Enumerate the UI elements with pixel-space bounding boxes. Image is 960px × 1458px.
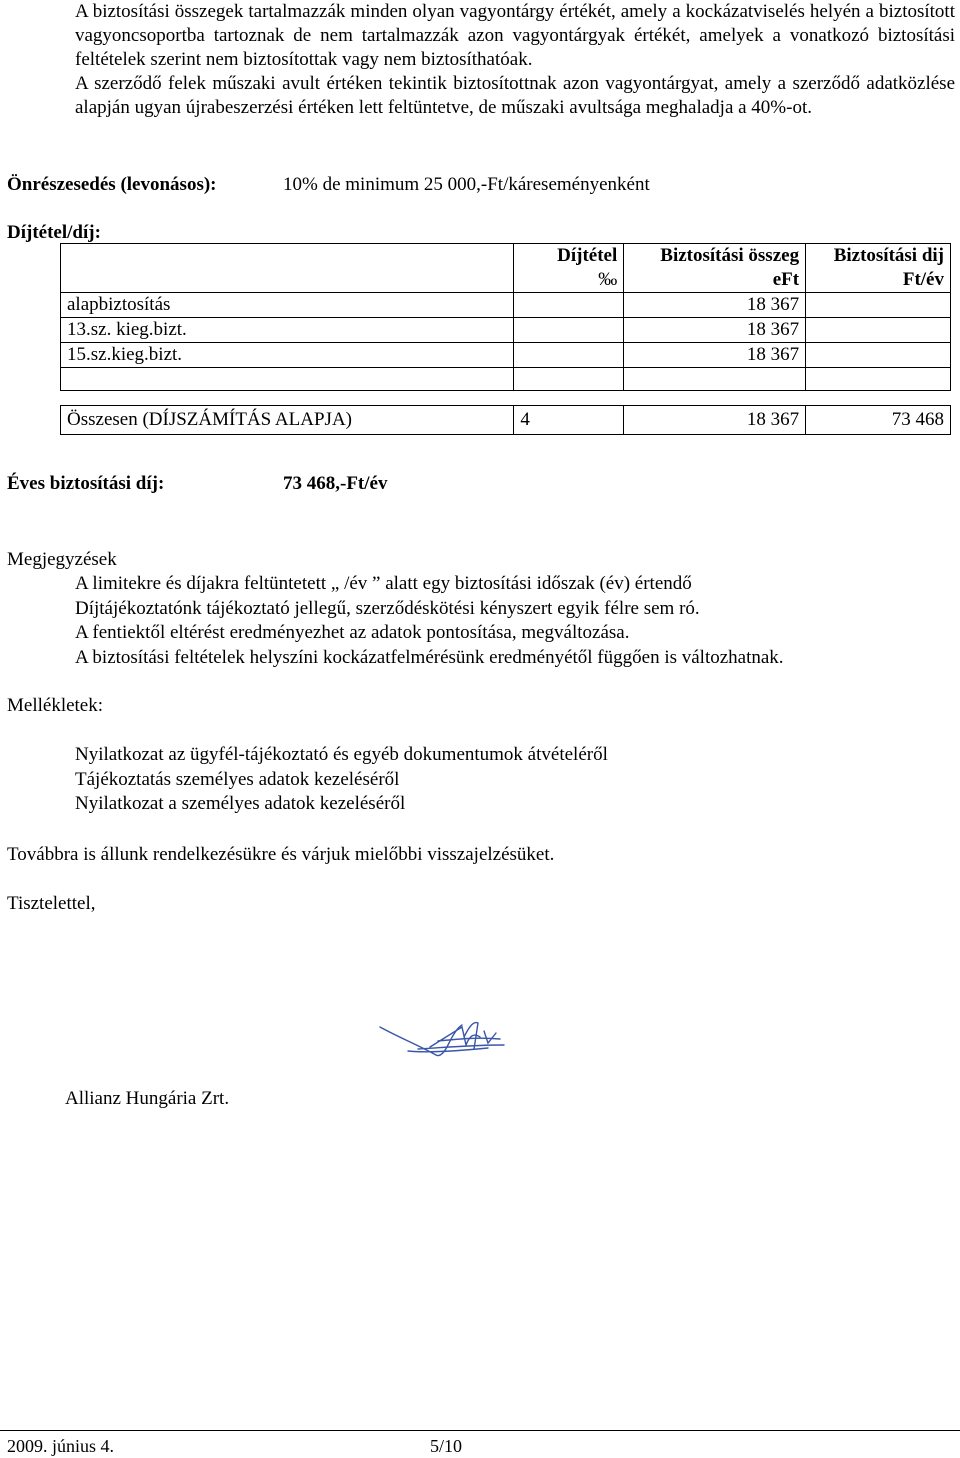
footer-date: 2009. június 4. xyxy=(7,1436,115,1456)
row-premium xyxy=(806,343,951,368)
row-rate xyxy=(514,318,624,343)
greeting: Tisztelettel, xyxy=(7,893,96,914)
company-name: Allianz Hungária Zrt. xyxy=(65,1088,230,1109)
footer-page-number: 5/10 xyxy=(430,1436,463,1456)
total-premium: 73 468 xyxy=(806,406,951,435)
header-premium: Biztosítási dij Ft/év xyxy=(806,244,951,293)
premium-table xyxy=(60,243,951,435)
row-rate xyxy=(514,293,624,318)
table-header-row xyxy=(61,244,951,293)
row-premium xyxy=(806,293,951,318)
row-sum: 18 367 xyxy=(624,343,806,368)
closing-sentence: Továbbra is állunk rendelkezésükre és várjuk mielőbbi visszajelzésüket. xyxy=(7,844,555,865)
row-name: 13.sz. kieg.bizt. xyxy=(61,318,514,343)
annual-premium-label: Éves biztosítási díj: xyxy=(7,473,165,494)
notes-title: Megjegyzések xyxy=(7,549,117,570)
list-item: A limitekre és díjakra feltüntetett „ /év ” alatt egy biztosítási időszak (év) értendő xyxy=(75,573,692,594)
row-rate xyxy=(514,343,624,368)
list-item: Nyilatkozat az ügyfél-tájékoztató és egyéb dokumentumok átvételéről xyxy=(75,744,608,765)
rate-section-label: Díjtétel/díj: xyxy=(7,222,101,243)
row-name: 15.sz.kieg.bizt. xyxy=(61,343,514,368)
table-total-row xyxy=(61,406,951,435)
list-item: Tájékoztatás személyes adatok kezeléséről xyxy=(75,768,400,790)
row-premium xyxy=(806,318,951,343)
deductible-value: 10% de minimum 25 000,-Ft/káreseményenként xyxy=(283,174,650,195)
table-row xyxy=(61,343,951,368)
annual-premium-value: 73 468,-Ft/év xyxy=(283,473,388,494)
row-name: alapbiztosítás xyxy=(61,293,514,318)
total-name: Összesen (DÍJSZÁMÍTÁS ALAPJA) xyxy=(61,406,514,435)
row-sum: 18 367 xyxy=(624,318,806,343)
header-rate: Díjtétel ‰ xyxy=(514,244,624,293)
list-item: Díjtájékoztatónk tájékoztató jellegű, szerződéskötési kényszert egyik félre sem ró. xyxy=(75,597,700,619)
table-row xyxy=(61,293,951,318)
list-item: Nyilatkozat a személyes adatok kezeléséről xyxy=(75,793,406,814)
intro-section xyxy=(75,0,955,120)
footer-divider xyxy=(0,1430,960,1431)
header-empty-cell xyxy=(61,244,514,293)
notes-list xyxy=(75,572,784,670)
table-row xyxy=(61,318,951,343)
signature-image xyxy=(378,1015,508,1063)
row-sum: 18 367 xyxy=(624,293,806,318)
attachments-list xyxy=(75,743,608,817)
total-sum: 18 367 xyxy=(624,406,806,435)
table-empty-row xyxy=(61,368,951,391)
attachments-title: Mellékletek: xyxy=(7,695,104,716)
list-item: A fentiektől eltérést eredményezhet az adatok pontosítása, megváltozása. xyxy=(75,622,630,643)
intro-paragraph-coverage: A biztosítási összegek tartalmazzák minden olyan vagyontárgy értékét, amely a kockázatviselés helyén a biztosított vagyoncsoportba tartoznak de nem tartalmazzák azon vagyontárgyak értékét, amelyek a vonatkozó biztosítási feltételek szerint nem biztosítottak vagy nem biztosíthatóak. xyxy=(75,1,955,70)
intro-paragraph-depreciation: A szerződő felek műszaki avult értéken tekintik biztosítottnak azon vagyontárgyat, amely a szerződő adatközlése alapján ugyan újrabeszerzési értéken lett feltüntetve, de műszaki avultsága meghaladja a 40%-ot. xyxy=(75,73,955,118)
total-rate: 4 xyxy=(514,406,624,435)
list-item: A biztosítási feltételek helyszíni kockázatfelmérésünk eredményétől függően is változhatnak. xyxy=(75,646,784,668)
header-sum-insured: Biztosítási összeg eFt xyxy=(624,244,806,293)
deductible-label: Önrészesedés (levonásos): xyxy=(7,174,217,195)
table-gap-row xyxy=(61,391,951,406)
